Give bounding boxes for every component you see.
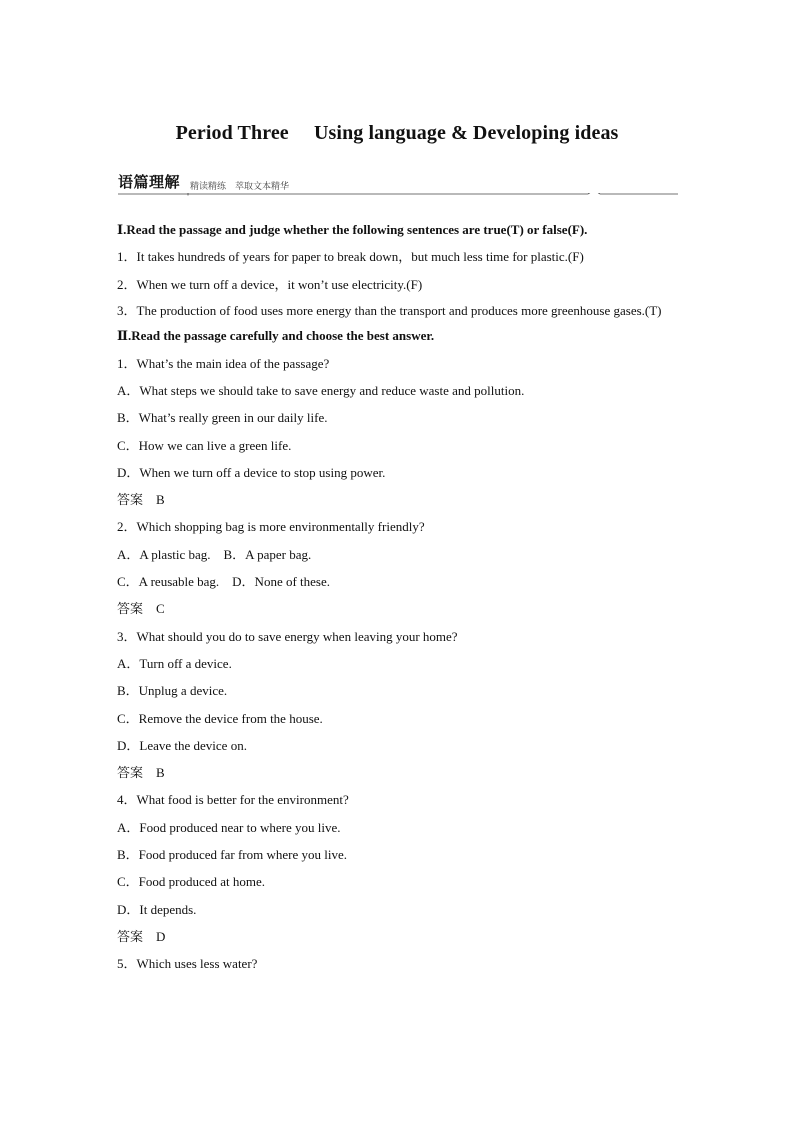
question: 3．What should you do to save energy when leaving your home? xyxy=(117,628,458,644)
option: D．When we turn off a device to stop using power. xyxy=(117,464,386,480)
statement-item: 1．It takes hundreds of years for paper to break down，but much less time for plastic.(F) xyxy=(117,249,584,265)
answer: 答案 B xyxy=(117,765,165,781)
answer: 答案 B xyxy=(117,492,165,508)
exercise-content xyxy=(117,220,678,982)
section-name: 语篇理解 xyxy=(118,173,181,191)
part2-heading: Ⅱ.Read the passage carefully and choose the best answer. xyxy=(117,328,435,344)
option: A．What steps we should take to save energy and reduce waste and pollution. xyxy=(117,382,525,398)
answer: 答案 C xyxy=(117,601,165,617)
part1-heading: Ⅰ.Read the passage and judge whether the following sentences are true(T) or false(F). xyxy=(117,222,588,237)
option: D．Leave the device on. xyxy=(117,737,247,753)
option: A．A plastic bag. B．A paper bag. xyxy=(117,546,312,562)
option: C．Remove the device from the house. xyxy=(117,710,323,726)
option: B．Unplug a device. xyxy=(117,683,228,699)
section-header xyxy=(118,171,678,197)
option: B．What’s really green in our daily life. xyxy=(117,410,328,426)
option: A．Food produced near to where you live. xyxy=(117,819,341,835)
answer: 答案 D xyxy=(117,928,166,944)
option: C．Food produced at home. xyxy=(117,874,266,890)
page-title: Period Three Using language & Developing ideas xyxy=(175,122,619,144)
question: 2．Which shopping bag is more environmentally friendly? xyxy=(117,519,425,535)
option: D．It depends. xyxy=(117,901,197,917)
statement-item: 3．The production of food uses more energy than the transport and produces more greenhouse gases.(T) xyxy=(117,302,662,318)
section-divider xyxy=(118,193,678,201)
statement-item: 2．When we turn off a device，it won’t use electricity.(F) xyxy=(117,276,423,292)
question: 4．What food is better for the environment? xyxy=(117,792,349,808)
option: C．A reusable bag. D．None of these. xyxy=(117,574,331,590)
question: 1．What’s the main idea of the passage? xyxy=(117,355,330,371)
option: B．Food produced far from where you live. xyxy=(117,847,347,863)
option: C．How we can live a green life. xyxy=(117,437,292,453)
section-subtitle: 精读精练 萃取文本精华 xyxy=(190,182,290,192)
option: A．Turn off a device. xyxy=(117,655,232,671)
question: 5．Which uses less water? xyxy=(117,956,258,972)
